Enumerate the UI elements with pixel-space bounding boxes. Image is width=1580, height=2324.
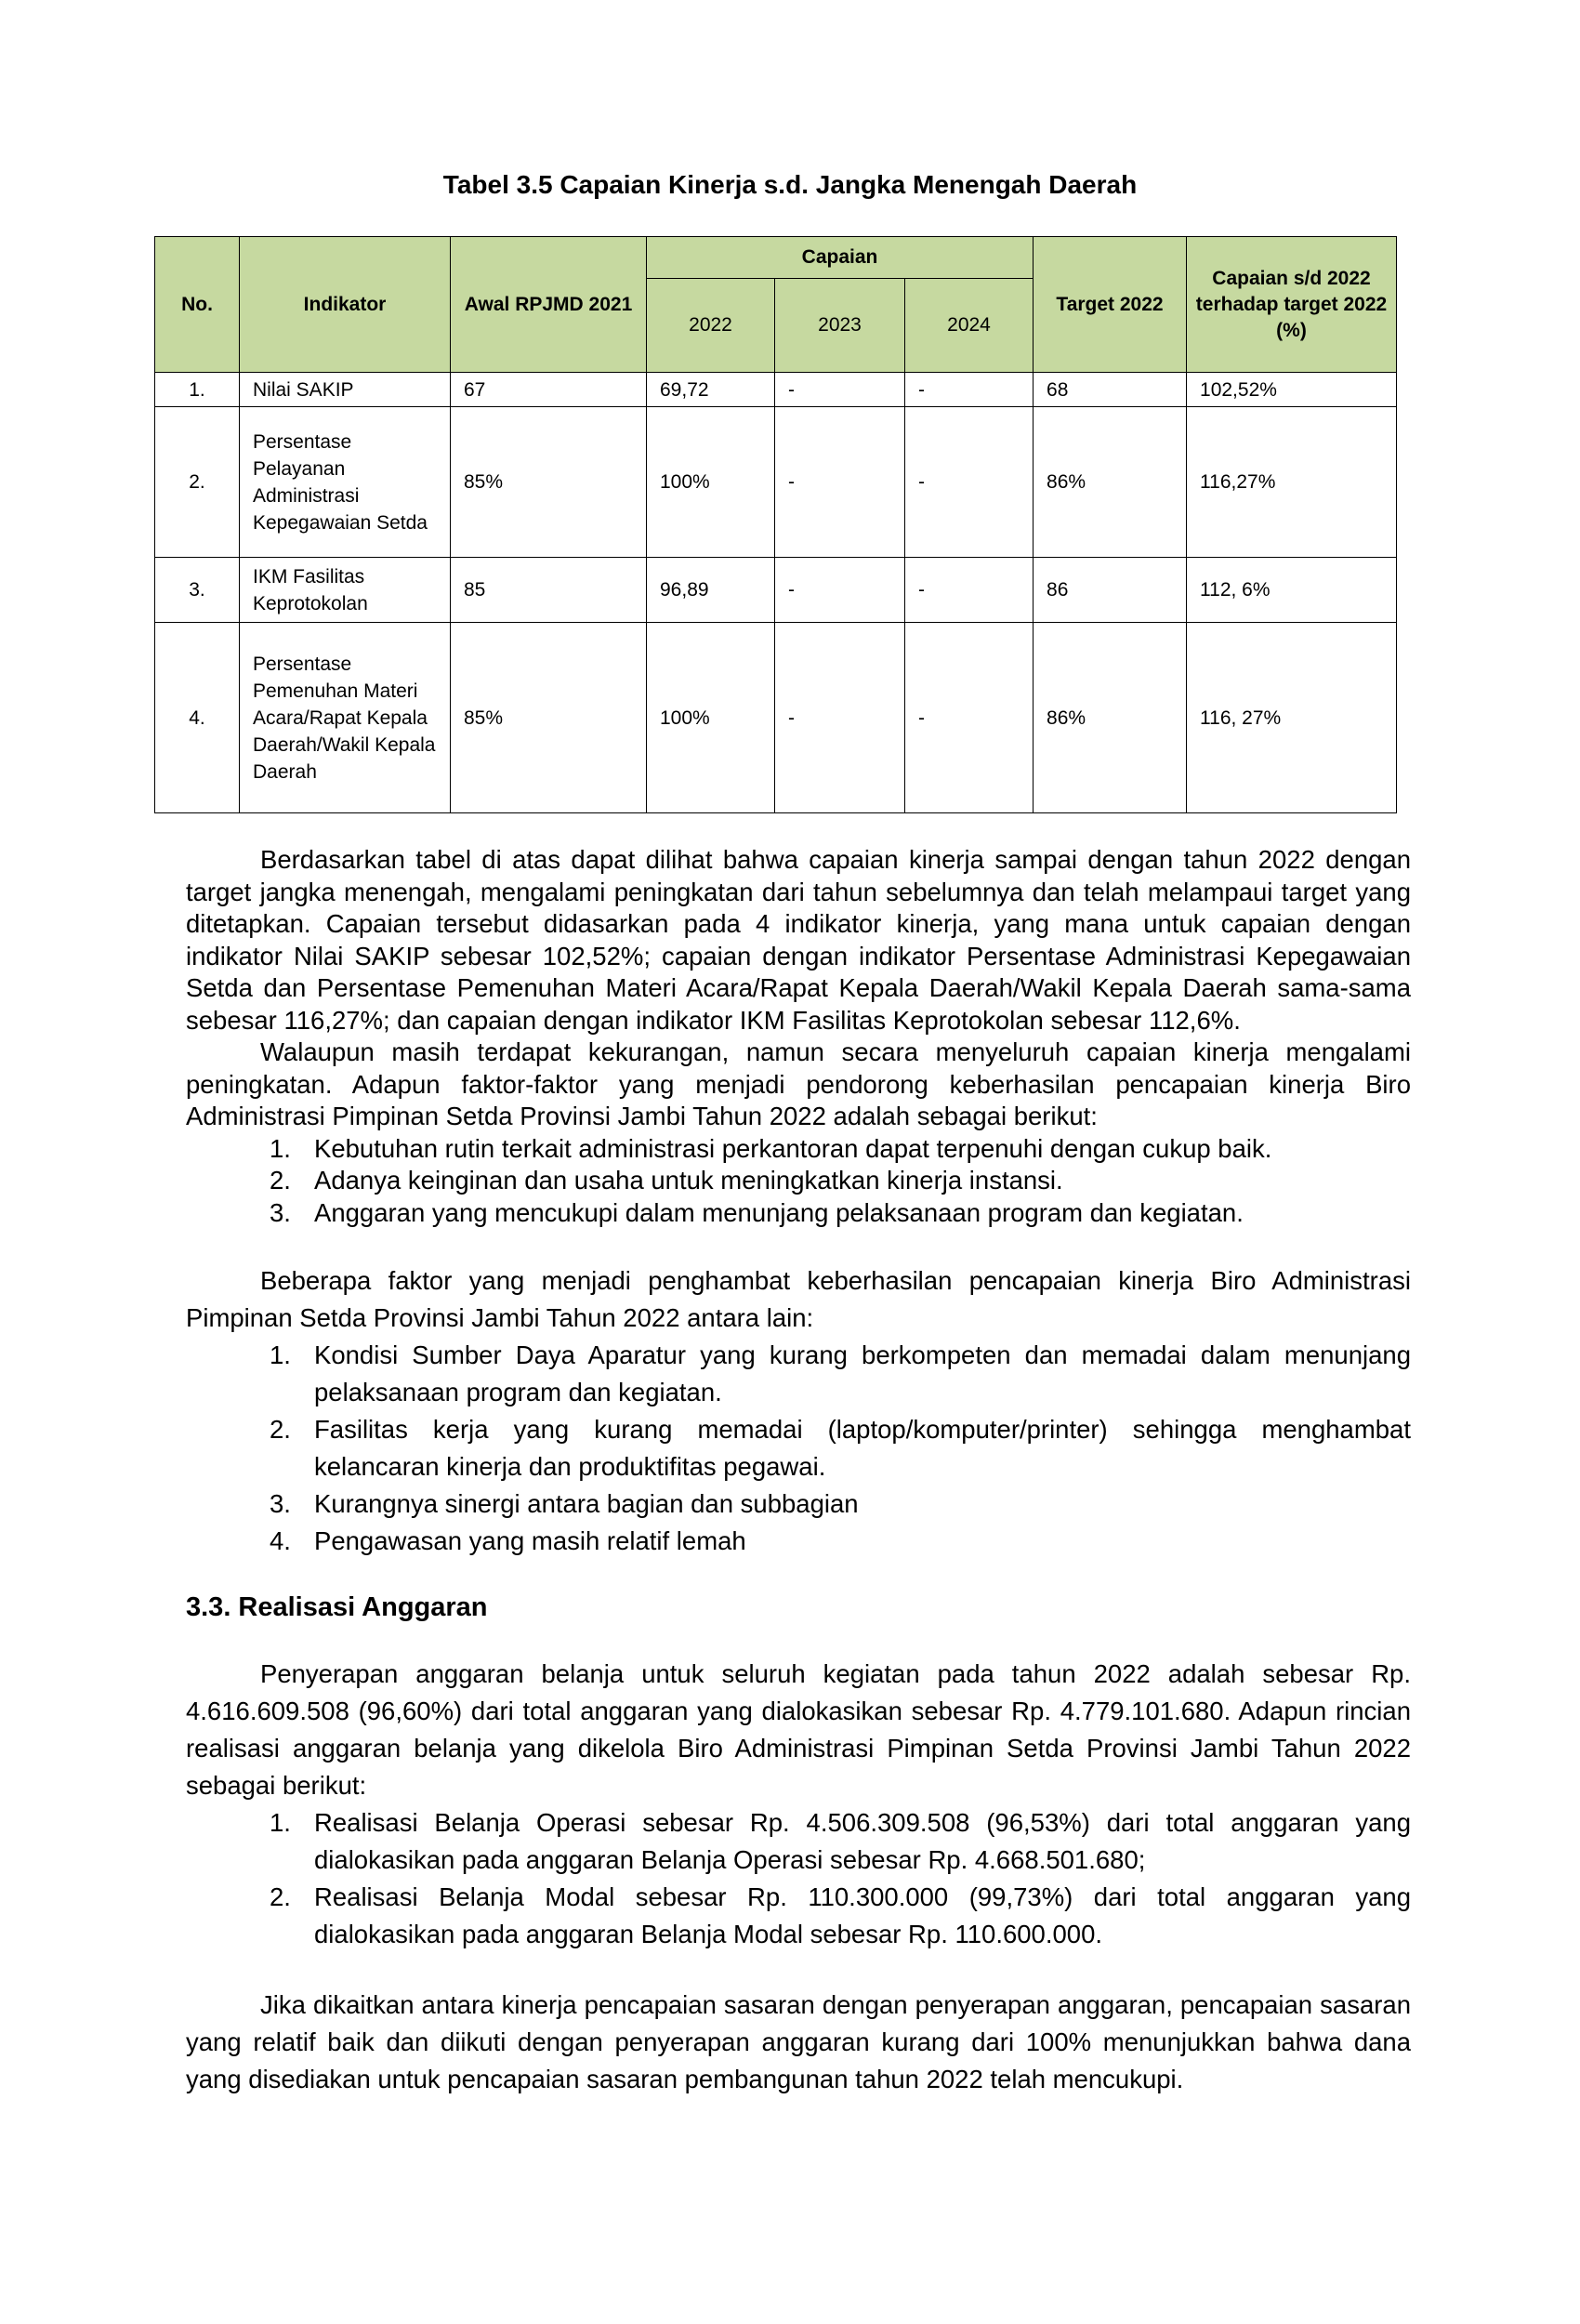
list-pendorong — [186, 1133, 1411, 1230]
cell-2022: 100% — [647, 623, 775, 813]
header-awal-rpjmd: Awal RPJMD 2021 — [451, 237, 647, 373]
cell-2022: 100% — [647, 407, 775, 558]
paragraph-penghambat-intro: Beberapa faktor yang menjadi penghambat keberhasilan pencapaian kinerja Biro Administrasi Pimpinan Setda Provinsi Jambi Tahun 2022 antara lain: — [186, 1266, 1411, 1332]
list-realisasi — [186, 1804, 1411, 1953]
paragraph-pendorong-intro: Walaupun masih terdapat kekurangan, namun secara menyeluruh capaian kinerja mengalami peningkatan. Adapun faktor-faktor yang menjadi pendorong keberhasilan pencapaian kinerja Biro Administrasi Pimpinan Setda Provinsi Jambi Tahun 2022 adalah sebagai berikut: — [186, 1037, 1411, 1130]
table-row — [155, 373, 1397, 407]
paragraph-closing: Jika dikaitkan antara kinerja pencapaian sasaran dengan penyerapan anggaran, pencapaian sasaran yang relatif baik dan diikuti dengan penyerapan anggaran kurang dari 100% menunjukkan bahwa dana yang disediakan untuk pencapaian sasaran pembangunan tahun 2022 telah mencukupi. — [186, 1989, 1411, 2093]
cell-2024: - — [905, 558, 1034, 623]
paragraph-penyerapan: Penyerapan anggaran belanja untuk seluruh kegiatan pada tahun 2022 adalah sebesar Rp. 4.616.609.508 (96,60%) dari total anggaran yang dialokasikan sebesar Rp. 4.779.101.680. Adapun rincian realisasi anggaran belanja yang dikelola Biro Administrasi Pimpinan Setda Provinsi Jambi Tahun 2022 sebagai berikut: — [186, 1658, 1411, 1800]
cell-awal: 85% — [451, 407, 647, 558]
cell-no: 3. — [155, 558, 240, 623]
cell-2024: - — [905, 407, 1034, 558]
cell-2023: - — [775, 623, 905, 813]
table-row — [155, 558, 1397, 623]
body-text — [186, 844, 1411, 2098]
header-no: No. — [155, 237, 240, 373]
cell-persen: 116,27% — [1187, 407, 1397, 558]
list-item: 1. Kondisi Sumber Daya Aparatur yang kurang berkompeten dan memadai dalam menunjang pelaksanaan program dan kegiatan. — [270, 1340, 1411, 1406]
cell-2023: - — [775, 407, 905, 558]
cell-2024: - — [905, 623, 1034, 813]
header-target: Target 2022 — [1034, 237, 1187, 373]
cell-no: 4. — [155, 623, 240, 813]
header-year: 2024 — [905, 279, 1034, 373]
cell-indikator: Nilai SAKIP — [240, 373, 451, 407]
cell-target: 68 — [1034, 373, 1187, 407]
table-row — [155, 623, 1397, 813]
cell-2022: 96,89 — [647, 558, 775, 623]
header-capaian: Capaian — [647, 237, 1034, 279]
paragraph-conclusion: Berdasarkan tabel di atas dapat dilihat bahwa capaian kinerja sampai dengan tahun 2022 dengan target jangka menengah, mengalami peningkatan dari tahun sebelumnya dan telah melampaui target yang ditetapkan. Capaian tersebut didasarkan pada 4 indikator kinerja, yang mana untuk capaian dengan indikator Nilai SAKIP sebesar 102,52%; capaian dengan indikator Persentase Administrasi Kepegawaian Setda dan Persentase Pemenuhan Materi Acara/Rapat Kepala Daerah/Wakil Kepala Daerah sama-sama sebesar 116,27%; dan capaian dengan indikator IKM Fasilitas Keprotokolan sebesar 112,6%. — [186, 845, 1411, 1035]
header-year: 2022 — [647, 279, 775, 373]
header-indikator: Indikator — [240, 237, 451, 373]
section-heading-realisasi: 3.3. Realisasi Anggaran — [186, 1592, 488, 1622]
cell-awal: 85 — [451, 558, 647, 623]
cell-no: 1. — [155, 373, 240, 407]
list-item: 1. Realisasi Belanja Operasi sebesar Rp. 4.506.309.508 (96,53%) dari total anggaran yang dialokasikan pada anggaran Belanja Operasi sebesar Rp. 4.668.501.680; — [270, 1807, 1411, 1874]
cell-awal: 67 — [451, 373, 647, 407]
cell-awal: 85% — [451, 623, 647, 813]
performance-table — [154, 236, 1397, 813]
cell-indikator: IKM Fasilitas Keprotokolan — [240, 558, 451, 623]
cell-persen: 102,52% — [1187, 373, 1397, 407]
header-capaian-terhadap-target: Capaian s/d 2022 terhadap target 2022 (%) — [1187, 237, 1397, 373]
list-item: 3. Anggaran yang mencukupi dalam menunjang pelaksanaan program dan kegiatan. — [270, 1197, 1244, 1227]
list-item: 4. Pengawasan yang masih relatif lemah — [270, 1526, 746, 1555]
cell-indikator: Persentase Pelayanan Administrasi Kepegawaian Setda — [240, 407, 451, 558]
cell-persen: 112, 6% — [1187, 558, 1397, 623]
list-item: 2. Adanya keinginan dan usaha untuk meningkatkan kinerja instansi. — [270, 1166, 1063, 1195]
list-item: 2. Fasilitas kerja yang kurang memadai (laptop/komputer/printer) sehingga menghambat kelancaran kinerja dan produktifitas pegawai. — [270, 1415, 1411, 1481]
cell-2023: - — [775, 558, 905, 623]
list-penghambat — [186, 1337, 1411, 1560]
cell-2022: 69,72 — [647, 373, 775, 407]
cell-2024: - — [905, 373, 1034, 407]
cell-target: 86% — [1034, 623, 1187, 813]
cell-no: 2. — [155, 407, 240, 558]
cell-indikator: Persentase Pemenuhan Materi Acara/Rapat Kepala Daerah/Wakil Kepala Daerah — [240, 623, 451, 813]
table-row — [155, 407, 1397, 558]
list-item: 2. Realisasi Belanja Modal sebesar Rp. 110.300.000 (99,73%) dari total anggaran yang dialokasikan pada anggaran Belanja Modal sebesar Rp. 110.600.000. — [270, 1882, 1411, 1948]
cell-target: 86 — [1034, 558, 1187, 623]
cell-2023: - — [775, 373, 905, 407]
table-caption: Tabel 3.5 Capaian Kinerja s.d. Jangka Menengah Daerah — [442, 170, 1138, 199]
header-year: 2023 — [775, 279, 905, 373]
list-item: 3. Kurangnya sinergi antara bagian dan subbagian — [270, 1489, 859, 1518]
list-item: 1. Kebutuhan rutin terkait administrasi perkantoran dapat terpenuhi dengan cukup baik. — [270, 1133, 1272, 1163]
cell-target: 86% — [1034, 407, 1187, 558]
cell-persen: 116, 27% — [1187, 623, 1397, 813]
